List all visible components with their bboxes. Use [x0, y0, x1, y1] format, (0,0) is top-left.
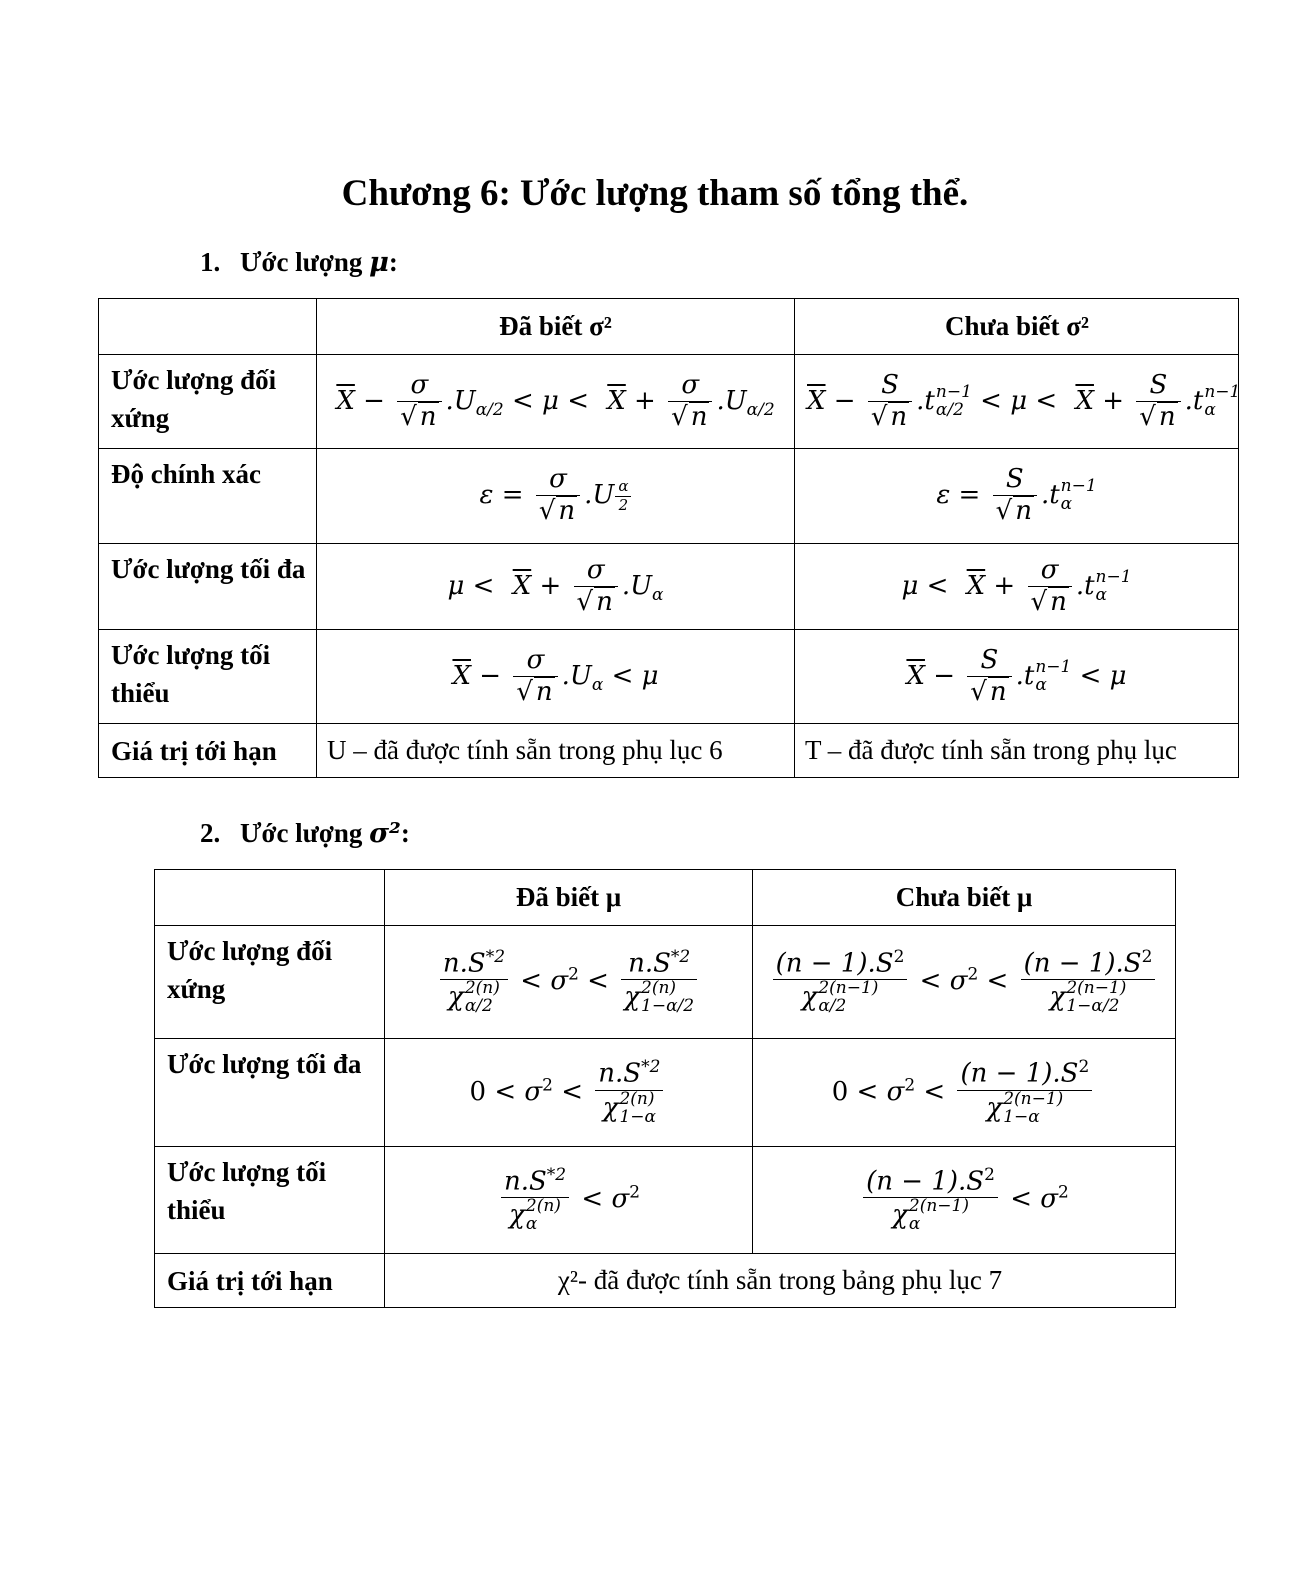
formula-upper-known: $\mu < \overline{X}$ + $\frac{\sigma}{√ n}$ $.U_\alpha$	[317, 544, 795, 630]
table-row	[99, 630, 1239, 724]
row-label-precision: Độ chính xác	[99, 449, 317, 544]
formula-precision-unknown: ε = $\frac{S}{√ n}$ .t n−1 α	[795, 449, 1239, 544]
page-title: Chương 6: Ước lượng tham số tổng thể.	[341, 173, 969, 214]
row-label-critical-value: Giá trị tới hạn	[155, 1254, 385, 1308]
table-row	[99, 449, 1239, 544]
row-label-upper-bound: Ước lượng tối đa	[99, 544, 317, 630]
section-1-number: 1.	[200, 247, 221, 277]
mu-estimation-table	[98, 298, 1239, 778]
formula-precision-known: ε = $\frac{\sigma}{√ n}$ .U $\frac{\alpha}{2}$	[317, 449, 795, 544]
section-1-heading-symbol: μ	[369, 247, 389, 278]
formula-var-upper-known: $0 < \sigma^2$ < $n.S^{*2}$ χ 2(n) 1−α	[385, 1039, 753, 1147]
table-row	[99, 544, 1239, 630]
row-label-lower-bound: Ước lượng tối thiểu	[155, 1147, 385, 1254]
section-2-heading-symbol: σ²	[369, 818, 401, 849]
section-1-heading: 1. Ước lượng μ:	[200, 247, 398, 278]
formula-var-lower-known: $n.S^{*2}$ χ 2(n) α < $\sigma^2$	[385, 1147, 753, 1254]
row-label-lower-bound: Ước lượng tối thiểu	[99, 630, 317, 724]
formula-symmetric-known: $\overline{X}$ − $\frac{\sigma}{√ n}$ $.U_{\alpha/2} < \mu < \overline{X}$ + $\frac{\sigma}{√ n}$ $.U_{\alpha/2}$	[317, 355, 795, 449]
formula-var-symmetric-known: $n.S^{*2}$ χ 2(n) α/2 < $\sigma^2$ < $n.S^{*2}$ χ 2(n) 1−α/2	[385, 926, 753, 1039]
section-2-heading: 2. Ước lượng σ²:	[200, 818, 410, 849]
critical-value-unknown: T – đã được tính sẵn trong phụ lục	[795, 724, 1239, 778]
table-row	[155, 926, 1176, 1039]
header-empty	[99, 299, 317, 355]
header-unknown-variance: Chưa biết σ²	[795, 299, 1239, 355]
section-2-number: 2.	[200, 818, 221, 848]
formula-lower-unknown: $\overline{X}$ − $\frac{S}{√ n}$ .t n−1 α < μ	[795, 630, 1239, 724]
variance-estimation-table	[154, 869, 1176, 1308]
critical-value-known: U – đã được tính sẵn trong phụ lục 6	[317, 724, 795, 778]
header-unknown-mean: Chưa biết μ	[753, 870, 1176, 926]
header-empty	[155, 870, 385, 926]
row-label-upper-bound: Ước lượng tối đa	[155, 1039, 385, 1147]
formula-symmetric-unknown: $\overline{X}$ − $\frac{S}{√ n}$ .t n−1 α/2 < $\mu < \overline{X}$ + $\frac{S}{√ n}$ .t n−1 α	[795, 355, 1239, 449]
formula-var-lower-unknown: $(n - 1).S^2$ χ 2(n−1) α < $\sigma^2$	[753, 1147, 1176, 1254]
formula-var-upper-unknown: $0 < \sigma^2$ < $(n - 1).S^2$ χ 2(n−1) 1−α	[753, 1039, 1176, 1147]
table-header-row	[155, 870, 1176, 926]
table-row	[155, 1039, 1176, 1147]
table-row	[99, 724, 1239, 778]
row-label-symmetric: Ước lượng đối xứng	[155, 926, 385, 1039]
table-row	[155, 1147, 1176, 1254]
table-row	[99, 355, 1239, 449]
formula-upper-unknown: $\mu < \overline{X}$ + $\frac{\sigma}{√ n}$ .t n−1 α	[795, 544, 1239, 630]
table-header-row	[99, 299, 1239, 355]
row-label-symmetric: Ước lượng đối xứng	[99, 355, 317, 449]
header-known-mean: Đã biết μ	[385, 870, 753, 926]
header-known-variance: Đã biết σ²	[317, 299, 795, 355]
critical-value-chi-square: χ²- đã được tính sẵn trong bảng phụ lục 7	[385, 1254, 1176, 1308]
section-2-heading-text: Ước lượng	[240, 818, 363, 848]
section-1-heading-text: Ước lượng	[240, 247, 363, 277]
table-row	[155, 1254, 1176, 1308]
row-label-critical-value: Giá trị tới hạn	[99, 724, 317, 778]
formula-var-symmetric-unknown: $(n - 1).S^2$ χ 2(n−1) α/2 < $\sigma^2$ < $(n - 1).S^2$ χ 2(n−1) 1−α/2	[753, 926, 1176, 1039]
formula-lower-known: $\overline{X}$ − $\frac{\sigma}{√ n}$ $.U_\alpha < \mu$	[317, 630, 795, 724]
